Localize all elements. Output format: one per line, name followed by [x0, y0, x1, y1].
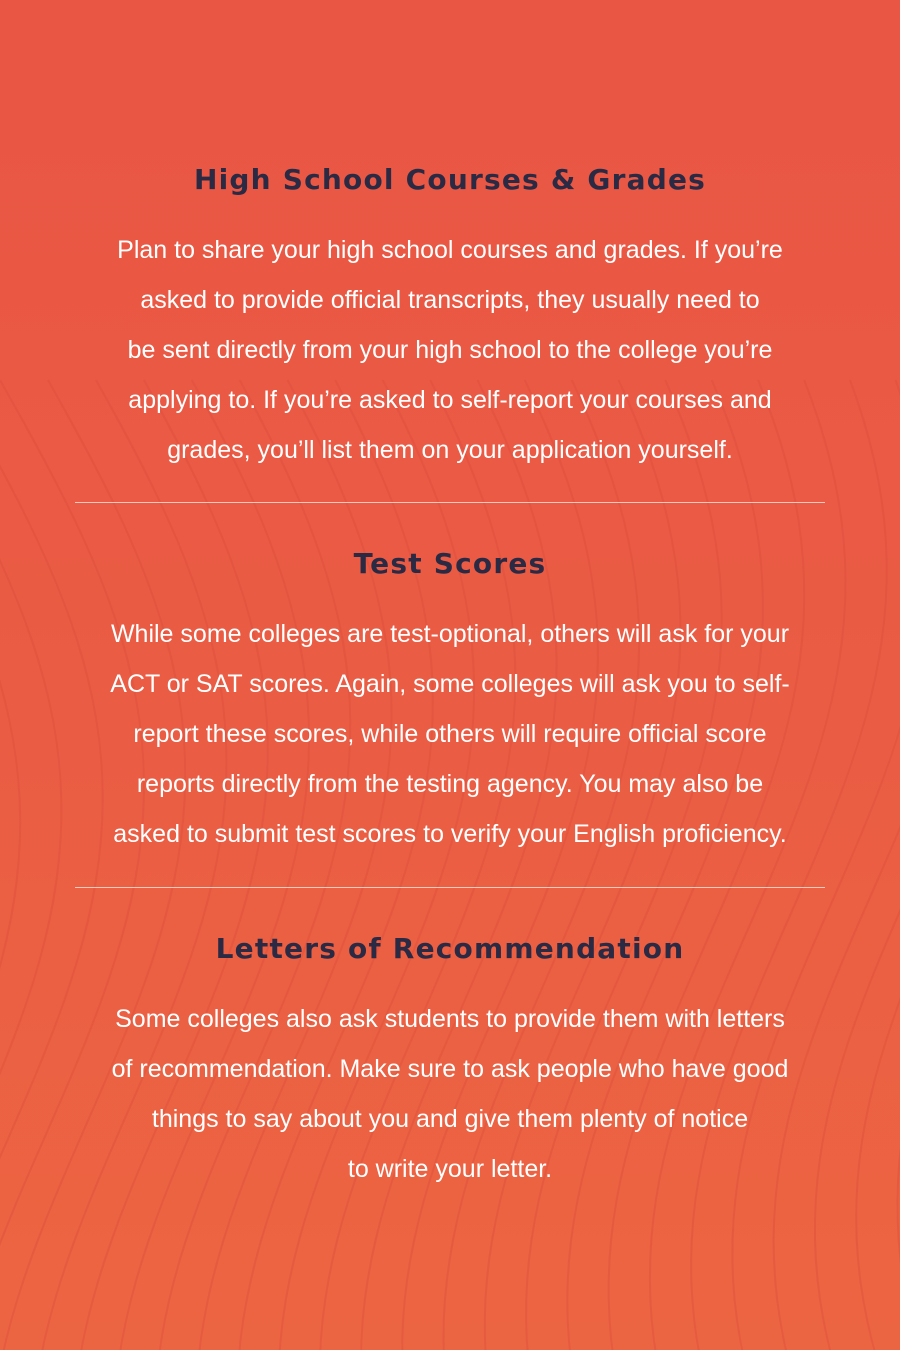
- section-title: Letters of Recommendation: [215, 932, 685, 965]
- body-line: report these scores, while others will require official score: [133, 720, 767, 748]
- section-letters-of-recommendation: [75, 932, 825, 1194]
- body-line: applying to. If you’re asked to self-report your courses and: [128, 386, 772, 414]
- body-line: to write your letter.: [347, 1155, 553, 1183]
- section-divider: [75, 502, 825, 503]
- body-line: grades, you’ll list them on your application yourself.: [167, 436, 733, 464]
- body-line: of recommendation. Make sure to ask people who have good: [111, 1055, 789, 1083]
- body-line: Some colleges also ask students to provide them with letters: [115, 1005, 785, 1033]
- body-line: reports directly from the testing agency. You may also be: [136, 770, 764, 798]
- section-title: Test Scores: [353, 547, 547, 580]
- section-body: [75, 994, 825, 1194]
- body-line: ACT or SAT scores. Again, some colleges will ask you to self-: [110, 670, 790, 698]
- body-line: asked to provide official transcripts, they usually need to: [140, 286, 760, 314]
- body-line: things to say about you and give them plenty of notice: [151, 1105, 749, 1133]
- section-high-school-courses: [75, 163, 825, 475]
- body-line: Plan to share your high school courses and grades. If you’re: [117, 236, 783, 264]
- body-line: be sent directly from your high school to the college you’re: [127, 336, 773, 364]
- section-test-scores: [75, 547, 825, 859]
- body-line: While some colleges are test-optional, others will ask for your: [110, 620, 790, 648]
- section-body: [75, 225, 825, 475]
- section-title: High School Courses & Grades: [193, 163, 707, 196]
- body-line: asked to submit test scores to verify your English proficiency.: [113, 820, 787, 848]
- section-body: [75, 609, 825, 859]
- section-divider: [75, 887, 825, 888]
